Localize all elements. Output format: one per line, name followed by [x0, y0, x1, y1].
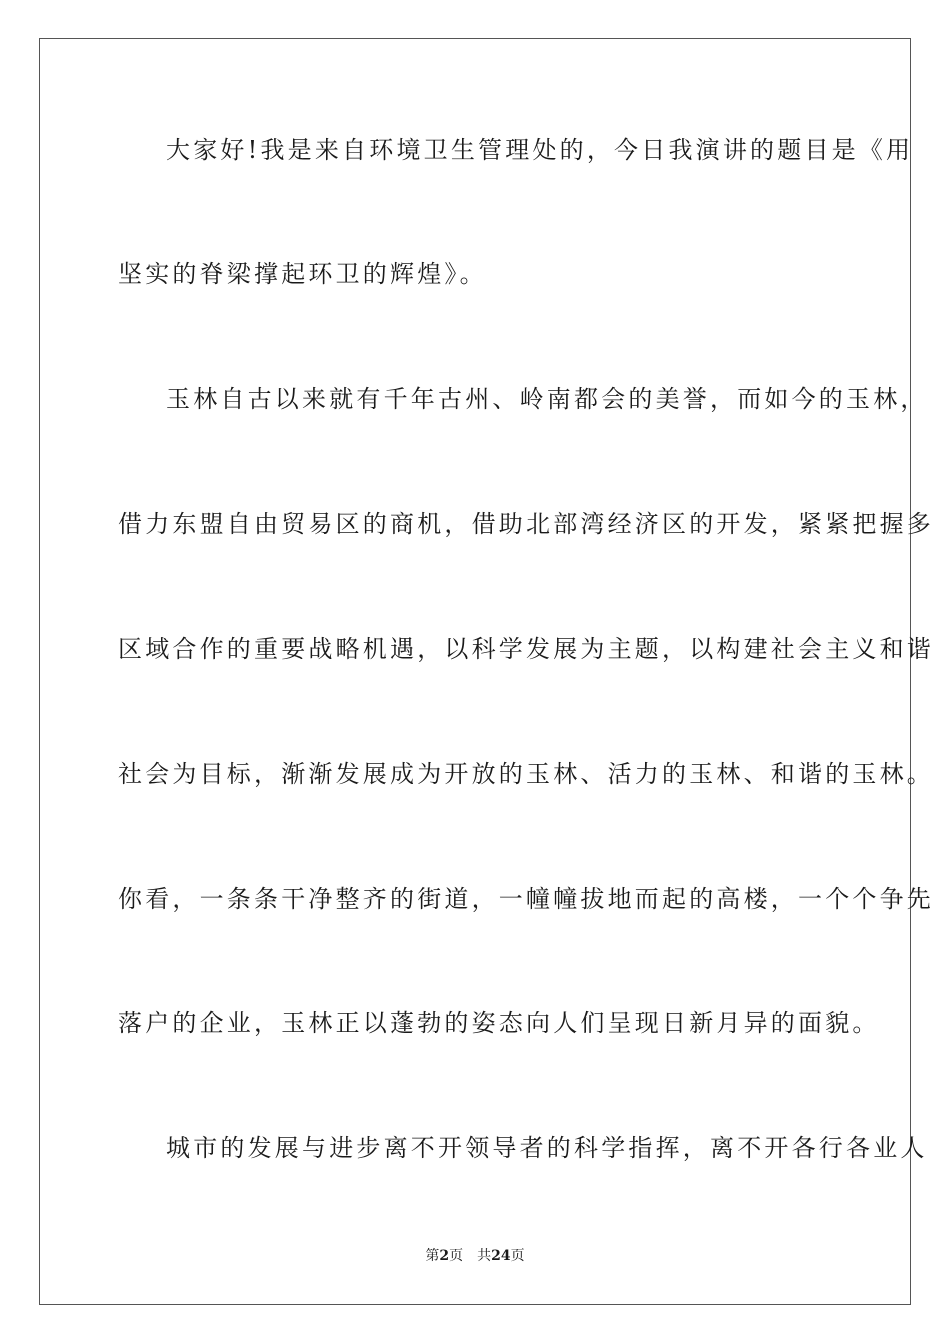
paragraph-line: 区域合作的重要战略机遇，以科学发展为主题，以构建社会主义和谐 — [118, 635, 934, 663]
page-footer — [0, 1247, 950, 1265]
paragraph-line: 社会为目标，渐渐发展成为开放的玉林、活力的玉林、和谐的玉林。 — [118, 760, 934, 788]
page-label-prefix: 第 — [425, 1248, 440, 1264]
paragraph-line: 坚实的脊梁撑起环卫的辉煌》。 — [118, 260, 487, 288]
paragraph-line: 落户的企业，玉林正以蓬勃的姿态向人们呈现日新月异的面貌。 — [118, 1009, 880, 1037]
paragraph-line: 借力东盟自由贸易区的商机，借助北部湾经济区的开发，紧紧把握多 — [118, 510, 934, 538]
paragraph-line: 城市的发展与进步离不开领导者的科学指挥，离不开各行各业人 — [166, 1134, 928, 1162]
total-label-suffix: 页 — [510, 1248, 525, 1264]
paragraph-line: 你看，一条条干净整齐的街道，一幢幢拔地而起的高楼，一个个争先 — [118, 885, 934, 913]
paragraph-line: 玉林自古以来就有千年古州、岭南都会的美誉，而如今的玉林， — [166, 385, 928, 413]
total-pages-number: 24 — [491, 1248, 511, 1264]
page-label-suffix: 页 — [449, 1248, 464, 1264]
page-border — [39, 38, 914, 1305]
total-label-prefix: 共 — [477, 1248, 492, 1264]
current-page-number: 2 — [439, 1248, 450, 1264]
paragraph-line: 大家好!我是来自环境卫生管理处的，今日我演讲的题目是《用 — [166, 136, 914, 164]
